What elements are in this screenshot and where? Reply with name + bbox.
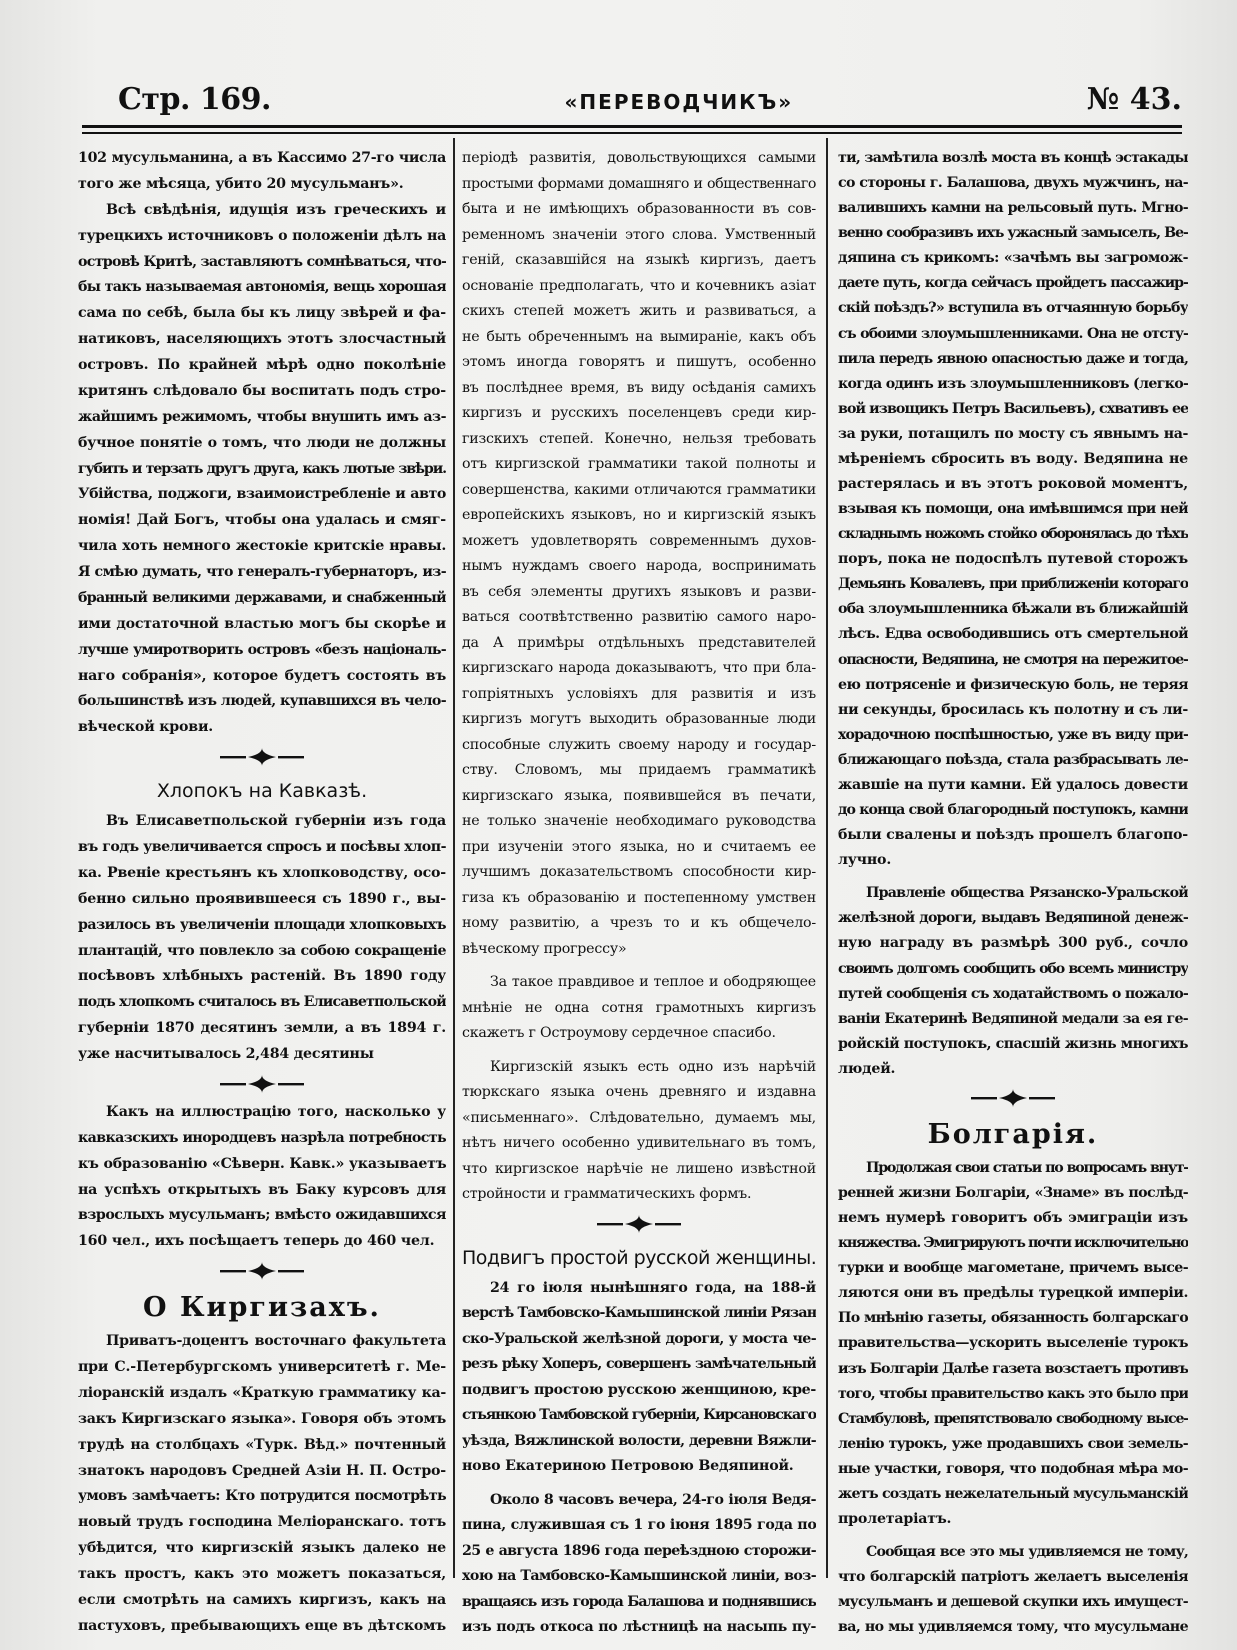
text-line: вѣческой крови. bbox=[78, 719, 214, 736]
text-line: 24 го іюля нынѣшняго года, на 188-й bbox=[490, 1279, 816, 1296]
text-line: критянъ слѣдовало бы воспитать подъ стро- bbox=[78, 382, 446, 399]
text-line: желѣзной дороги, выдавъ Ведяпиной денеж- bbox=[838, 910, 1188, 927]
text-line: къ образованію «Сѣверн. Кавк.» указываетъ bbox=[78, 1155, 446, 1172]
text-line: Всѣ свѣдѣнія, идущія изъ греческихъ и bbox=[106, 201, 446, 218]
text-line: ва, но мы удивляемся тому, что мусульмане bbox=[838, 1619, 1188, 1636]
text-line: европейскихъ языковъ, но и киргизскій языкъ bbox=[462, 507, 816, 523]
text-line: мѣреніемъ сбросить въ воду. Ведяпина не bbox=[838, 450, 1188, 467]
paragraph bbox=[78, 809, 446, 1068]
text-line: 160 чел., ихъ посѣщаетъ теперь до 460 чел. bbox=[78, 1233, 435, 1250]
text-line: Демьянъ Ковалевъ, при приближеніи котораго bbox=[838, 576, 1188, 593]
text-line: стьянкою Тамбовской губерніи, Кирсановскаго bbox=[462, 1407, 816, 1423]
text-line: взывая къ помощи, она имѣвшимся при ней bbox=[838, 501, 1188, 518]
text-line: бы такъ называемая автономія, вещь хорошая bbox=[78, 279, 446, 296]
text-line: ному развитію, а чрезъ то и къ общечело- bbox=[462, 915, 816, 931]
text-line: Въ Елисаветпольской губерніи изъ года bbox=[106, 813, 446, 830]
text-line: такъ простъ, какъ это можетъ показаться, bbox=[78, 1566, 446, 1582]
text-line: ни секунды, бросилась къ полотну и съ ли- bbox=[838, 701, 1188, 718]
text-line: верстѣ Тамбовско-Камышинской линіи Рязан bbox=[462, 1305, 816, 1321]
text-line: взрослыхъ мусульманъ; вмѣсто ожидавшихся bbox=[78, 1207, 446, 1224]
paragraph bbox=[462, 146, 816, 962]
text-line: лѣсъ. Едва освободившись отъ смертельной bbox=[838, 626, 1188, 643]
paragraph bbox=[78, 1329, 446, 1640]
text-line: ваніи Екатеринѣ Ведяпиной медали за ея ге- bbox=[838, 1010, 1188, 1027]
text-line: валившихъ камни на рельсовый путь. Мгно- bbox=[838, 200, 1188, 217]
text-line: основаніе предполагать, что и кочевникъ азіат bbox=[462, 277, 816, 294]
text-line: ка. Рвеніе крестьянъ къ хлопководству, осо- bbox=[78, 864, 446, 881]
paragraph bbox=[462, 970, 816, 1047]
text-line: совершенства, какими отличаются грамматики bbox=[462, 481, 816, 498]
text-line: до конца свой благородный поступокъ, камни bbox=[838, 802, 1188, 819]
text-line: ные участки, говоря, что подобная мѣра мо- bbox=[838, 1460, 1188, 1477]
header-rule-bottom bbox=[82, 132, 1182, 134]
paragraph bbox=[838, 146, 1188, 873]
text-line: когда одинъ изъ злоумышленниковъ (легко- bbox=[838, 375, 1188, 392]
text-line: геній, сказавшійся на языкѣ киргизъ, даетъ bbox=[462, 252, 816, 268]
ornament-icon bbox=[220, 748, 304, 766]
text-line: пролетаріатъ. bbox=[838, 1510, 952, 1527]
ornament-icon bbox=[220, 1075, 304, 1093]
text-line: опасности, Ведяпина, не смотря на пережитое- bbox=[838, 651, 1188, 668]
text-line: ляются они въ предѣлы турецкой имперіи. bbox=[838, 1285, 1188, 1302]
text-line: лучшимъ доказательствомъ способности кир- bbox=[462, 864, 816, 880]
text-line: ренней жизни Болгаріи, «Знаме» въ послѣд- bbox=[838, 1184, 1188, 1201]
text-line: пила передъ явною опасностью даже и тогда, bbox=[838, 350, 1188, 367]
text-line: на успѣхъ открытыхъ въ Баку курсовъ для bbox=[78, 1181, 446, 1198]
text-line: даете путь, когда сейчасъ пройдетъ пассажир- bbox=[838, 275, 1188, 292]
text-line: гизскихъ степей. Конечно, нельзя требовать bbox=[462, 430, 816, 447]
text-line: кавказскихъ инородцевъ назрѣла потребность bbox=[78, 1129, 446, 1146]
text-line: ліоранскій издалъ «Краткую грамматику ка- bbox=[78, 1384, 446, 1401]
column-divider bbox=[453, 138, 455, 1578]
text-line: отъ киргизской грамматики такой полноты и bbox=[462, 456, 816, 472]
text-line: новый трудъ господина Меліоранскаго. тотъ bbox=[78, 1514, 446, 1531]
article-heading: О Киргизахъ. bbox=[143, 1292, 381, 1324]
text-line: ленію турокъ, уже продавшихъ свои земель- bbox=[838, 1435, 1188, 1452]
text-line: Продолжая свои статьи по вопросамъ внут- bbox=[866, 1159, 1188, 1176]
text-line: киргизъ могутъ выходить образованные люди bbox=[462, 711, 816, 727]
text-line: Какъ на иллюстрацію того, насколько у bbox=[106, 1103, 446, 1120]
text-line: закъ Киргизскаго языка». Говоря объ этомъ bbox=[78, 1410, 446, 1427]
column-3 bbox=[838, 146, 1188, 1640]
text-line: ско-Уральской желѣзной дороги, у моста че- bbox=[462, 1330, 816, 1347]
text-line: скихъ степей можетъ жить и развиваться, а bbox=[462, 303, 816, 319]
paragraph bbox=[78, 198, 446, 741]
text-line: ству. Словомъ, мы придаемъ грамматикѣ bbox=[462, 762, 816, 778]
page-number: Стр. 169. bbox=[118, 82, 271, 117]
ornament-icon bbox=[220, 1262, 304, 1280]
text-line: уже насчитывалось 2,484 десятины bbox=[78, 1046, 374, 1062]
paragraph bbox=[78, 146, 446, 198]
text-line: ново Екатериною Петровою Ведяпиной. bbox=[462, 1458, 794, 1474]
text-line: номія! Дай Богъ, чтобы она удалась и смяг- bbox=[78, 512, 446, 529]
text-line: ею потрясеніе и физическую боль, не теряя bbox=[838, 676, 1188, 693]
text-line: Около 8 часовъ вечера, 24-го іюля Ведя- bbox=[490, 1491, 816, 1508]
header-rule-top bbox=[82, 125, 1182, 128]
text-line: княжества. Эмигрируютъ почти исключительно bbox=[838, 1235, 1188, 1252]
text-line: не быть обреченнымъ на вымираніе, какъ объ bbox=[462, 328, 816, 345]
text-line: періодѣ развитія, довольствующихся самыми bbox=[462, 150, 816, 166]
text-line: немъ нумерѣ говоритъ объ эмиграціи изъ bbox=[838, 1210, 1188, 1227]
text-line: способные служить своему народу и государ- bbox=[462, 736, 816, 753]
column-1 bbox=[78, 146, 446, 1640]
text-line: были свалены и поѣздъ прошелъ благопо- bbox=[838, 827, 1188, 844]
text-line: умовъ замѣчаетъ: Кто потрудится посмотрѣть bbox=[78, 1488, 446, 1505]
text-line: Я смѣю думать, что генералъ-губернаторъ, из- bbox=[78, 564, 446, 580]
paragraph bbox=[78, 1100, 446, 1255]
text-line: большинствѣ изъ людей, купавшихся въ чело- bbox=[78, 693, 446, 710]
ornament-divider bbox=[462, 1208, 816, 1240]
text-line: ваться соотвѣтственно развитію самого наро- bbox=[462, 609, 816, 625]
article-heading: Болгарія. bbox=[927, 1118, 1099, 1150]
text-line: того же мѣсяца, убито 20 мусульманъ». bbox=[78, 175, 404, 192]
text-line: жетъ создать нежелательный мусульманскій bbox=[838, 1485, 1188, 1502]
text-line: По мнѣнію газеты, обязанность болгарскаго bbox=[838, 1310, 1188, 1327]
column-2 bbox=[462, 146, 816, 1641]
text-line: киргизскаго народа доказываютъ, что при бла- bbox=[462, 660, 816, 676]
issue-number: № 43. bbox=[1086, 82, 1182, 117]
text-line: можетъ удовлетворять современнымъ духов- bbox=[462, 532, 816, 549]
text-line: не только значеніе необходимаго руководства bbox=[462, 813, 816, 829]
text-line: нымъ нуждамъ своего народа, воспринимать bbox=[462, 558, 816, 574]
text-line: сама по себѣ, была бы къ лицу звѣрей и фа- bbox=[78, 305, 446, 322]
text-line: ременномъ значеніи этого слова. Умственный bbox=[462, 226, 816, 243]
text-line: этомъ иногда говорятъ и пишутъ, особенно bbox=[462, 354, 816, 370]
text-line: разилось въ увеличеніи площади хлопковыхъ bbox=[78, 916, 446, 933]
text-line: того, чтобы правительство какъ это было при bbox=[838, 1385, 1188, 1402]
text-line: простыми формами домашняго и общественнаго bbox=[462, 175, 816, 192]
text-line: ти, замѣтила возлѣ моста въ концѣ эстакады bbox=[838, 150, 1188, 166]
text-line: ройскій поступокъ, спасшій жизнь многихъ bbox=[838, 1035, 1188, 1052]
page-header bbox=[118, 82, 1182, 122]
text-line: жайшимъ режимомъ, чтобы внушить имъ аз- bbox=[78, 408, 446, 425]
text-line: изъ Болгаріи Далѣе газета возстаетъ противъ bbox=[838, 1360, 1188, 1377]
text-line: Приватъ-доцентъ восточнаго факультета bbox=[106, 1333, 446, 1350]
text-line: островѣ Критѣ, заставляютъ сомнѣваться, что- bbox=[78, 253, 446, 270]
newspaper-title: «ПЕРЕВОДЧИКЪ» bbox=[564, 90, 794, 114]
text-line: бранный великими державами, и снабженный bbox=[78, 589, 446, 606]
text-line: хорадочною поспѣшностью, уже въ виду при- bbox=[838, 726, 1188, 743]
text-line: складнымъ ножомъ стойко оборонялась до тѣхъ bbox=[838, 526, 1188, 543]
text-line: стройности и грамматическихъ формъ. bbox=[462, 1186, 752, 1202]
text-line: хою на Тамбовско-Камышинской линіи, воз- bbox=[462, 1568, 816, 1584]
text-line: наго собранія», которое будетъ состоять въ bbox=[78, 667, 446, 684]
text-line: подъ хлопкомъ считалось въ Елисаветпольской bbox=[78, 994, 446, 1011]
text-line: при изученіи этого языка, но и считаемъ ее bbox=[462, 838, 816, 855]
text-line: что болгарскій патріотъ желаетъ выселенія bbox=[838, 1569, 1188, 1586]
text-line: киргизъ и русскихъ поселенцевъ среди кир- bbox=[462, 405, 816, 421]
paragraph bbox=[462, 1055, 816, 1208]
text-line: островъ. По крайней мѣрѣ одно поколѣніе bbox=[78, 357, 446, 373]
ornament-icon bbox=[597, 1215, 681, 1233]
text-line: если смотрѣть на самихъ киргизъ, какъ на bbox=[78, 1591, 446, 1608]
text-line: «письменнаго». Слѣдовательно, думаемъ мы, bbox=[462, 1109, 816, 1126]
text-line: плантацій, что повлекло за собою сокращеніе bbox=[78, 942, 446, 959]
text-line: бучное понятіе о томъ, что люди не должны bbox=[78, 434, 446, 451]
text-line: пина, служившая съ 1 го іюня 1895 года по bbox=[462, 1517, 816, 1533]
text-line: мнѣніе не одна сотня грамотныхъ киргизъ bbox=[462, 999, 816, 1016]
text-line: скій поѣздъ?» вступила въ отчаянную борьбу bbox=[838, 300, 1188, 317]
text-line: быта и не имѣющихъ образованности въ сов- bbox=[462, 201, 816, 217]
text-line: лучше умиротворить островъ «безъ національ- bbox=[78, 641, 446, 658]
text-line: людей. bbox=[838, 1060, 896, 1077]
text-line: жавшіе на пути камни. Ей удалось довести bbox=[838, 776, 1188, 793]
text-line: оба злоумышленника бѣжали въ ближайшій bbox=[838, 601, 1188, 618]
text-line: въ послѣднее время, въ виду осѣданія самихъ bbox=[462, 379, 816, 396]
text-line: нѣтъ ничего особенно удивительнаго въ томъ, bbox=[462, 1135, 816, 1151]
text-line: со стороны г. Балашова, двухъ мужчинъ, на- bbox=[838, 175, 1188, 192]
text-line: губить и терзать другъ друга, какъ лютые звѣри. bbox=[78, 460, 446, 477]
ornament-divider bbox=[78, 741, 446, 773]
text-line: знатокъ народовъ Средней Азіи Н. П. Остро- bbox=[78, 1462, 446, 1479]
text-line: турецкихъ источниковъ о положеніи дѣлъ на bbox=[78, 227, 446, 244]
article-heading: Подвигъ простой русской женщины. bbox=[462, 1246, 816, 1269]
text-line: ближающаго поѣзда, стала разбрасывать ле- bbox=[838, 751, 1188, 768]
paragraph bbox=[838, 881, 1188, 1082]
text-line: убѣдится, что киргизскій языкъ далеко не bbox=[78, 1540, 446, 1557]
text-line: уѣзда, Вяжлинской волости, деревни Вяжли- bbox=[462, 1432, 816, 1449]
text-line: Стамбуловѣ, препятствовало свободному высе- bbox=[838, 1410, 1188, 1427]
text-line: турки и вообще магометане, причемъ высе- bbox=[838, 1260, 1188, 1277]
text-line: лучно. bbox=[838, 852, 892, 869]
text-line: тюркскаго языка очень древняго и издавна bbox=[462, 1084, 816, 1100]
column-divider bbox=[826, 138, 828, 1578]
text-line: дяпина съ крикомъ: «зачѣмъ вы загромож- bbox=[838, 250, 1188, 267]
text-line: киргизскаго языка, появившейся въ печати, bbox=[462, 787, 816, 804]
text-line: Правленіе общества Рязанско-Уральской bbox=[866, 885, 1188, 902]
text-line: пастуховъ, пребывающихъ еще въ дѣтскомъ bbox=[78, 1617, 446, 1634]
text-line: 102 мусульманина, а въ Кассимо 27-го числа bbox=[78, 150, 446, 166]
text-line: скажетъ г Остроумову сердечное спасибо. bbox=[462, 1025, 776, 1041]
text-line: ими достаточной властью могъ бы скорѣе и bbox=[78, 615, 446, 632]
text-line: ную награду въ размѣрѣ 300 руб., сочло bbox=[838, 935, 1188, 952]
ornament-divider bbox=[78, 1255, 446, 1287]
text-line: гиза къ образованію и постепенному умствен bbox=[462, 889, 816, 906]
paragraph bbox=[462, 1488, 816, 1641]
text-line: гопріятныхъ условіяхъ для развитія и изъ bbox=[462, 685, 816, 702]
text-line: при С.-Петербургскомъ университетѣ г. Ме- bbox=[78, 1359, 446, 1375]
text-line: 25 е августа 1896 года переѣздною сторожи- bbox=[462, 1542, 816, 1559]
text-line: за руки, потащилъ по мосту съ явнымъ на- bbox=[838, 425, 1188, 442]
paragraph bbox=[838, 1156, 1188, 1532]
text-line: растерялась и въ этотъ роковой моментъ, bbox=[838, 476, 1188, 493]
text-line: вѣческому прогрессу» bbox=[462, 940, 627, 957]
text-line: мусульманъ и дешевой скупки ихъ имущест- bbox=[838, 1594, 1188, 1611]
text-line: изъ подъ откоса по лѣстницѣ на насыпь пу- bbox=[462, 1619, 816, 1635]
text-line: Киргизскій языкъ есть одно изъ нарѣчій bbox=[490, 1058, 816, 1075]
text-line: въ годъ увеличивается спросъ и посѣвы хлоп- bbox=[78, 839, 446, 855]
ornament-divider bbox=[838, 1082, 1188, 1114]
text-line: что киргизское нарѣчіе не лишено извѣстной bbox=[462, 1160, 816, 1177]
text-line: Убійства, поджоги, взаимоистребленіе и авто bbox=[78, 486, 446, 503]
text-line: посѣвовъ хлѣбныхъ растеній. Въ 1890 году bbox=[78, 968, 446, 985]
text-line: вращаясь изъ города Балашова и поднявшись bbox=[462, 1593, 816, 1610]
text-line: резъ рѣку Хоперъ, совершенъ замѣчательный bbox=[462, 1356, 816, 1372]
paragraph bbox=[838, 1540, 1188, 1640]
text-line: трудѣ на столбцахъ «Турк. Вѣд.» почтенный bbox=[78, 1436, 446, 1453]
text-line: бенно сильно проявившееся съ 1890 г., вы- bbox=[78, 890, 446, 907]
text-line: губерніи 1870 десятинъ земли, а въ 1894 г. bbox=[78, 1020, 446, 1037]
text-line: За такое правдивое и теплое и ободряющее bbox=[490, 974, 816, 990]
text-line: венно сообразивъ ихъ ужасный замыселъ, Ве- bbox=[838, 225, 1188, 242]
text-line: подвигъ простою русскою женщиною, кре- bbox=[462, 1381, 816, 1398]
text-line: въ себя элементы другихъ языковъ и разви- bbox=[462, 583, 816, 600]
text-line: поръ, пока не подоспѣлъ путевой сторожъ bbox=[838, 551, 1188, 568]
text-line: да А примѣры отдѣльныхъ представителей bbox=[462, 634, 816, 651]
text-line: съ обоими злоумышленниками. Она не отсту- bbox=[838, 325, 1188, 342]
text-line: Сообщая все это мы удивляемся не тому, bbox=[866, 1544, 1188, 1561]
text-line: натиковъ, населяющихъ этотъ злосчастный bbox=[78, 331, 446, 348]
ornament-icon bbox=[971, 1089, 1055, 1107]
paragraph bbox=[462, 1276, 816, 1480]
text-line: вой извощикъ Петръ Васильевъ), схвативъ ее bbox=[838, 400, 1188, 417]
ornament-divider bbox=[78, 1068, 446, 1100]
text-line: правительства—ускорить выселеніе турокъ bbox=[838, 1335, 1188, 1352]
text-line: своимъ долгомъ сообщить обо всемъ министру bbox=[838, 960, 1188, 977]
text-line: чила хоть немного жестокіе критскіе нравы. bbox=[78, 538, 446, 555]
text-line: путей сообщенія съ ходатайствомъ о пожало- bbox=[838, 985, 1188, 1002]
article-heading: Хлопокъ на Кавказѣ. bbox=[156, 780, 368, 803]
